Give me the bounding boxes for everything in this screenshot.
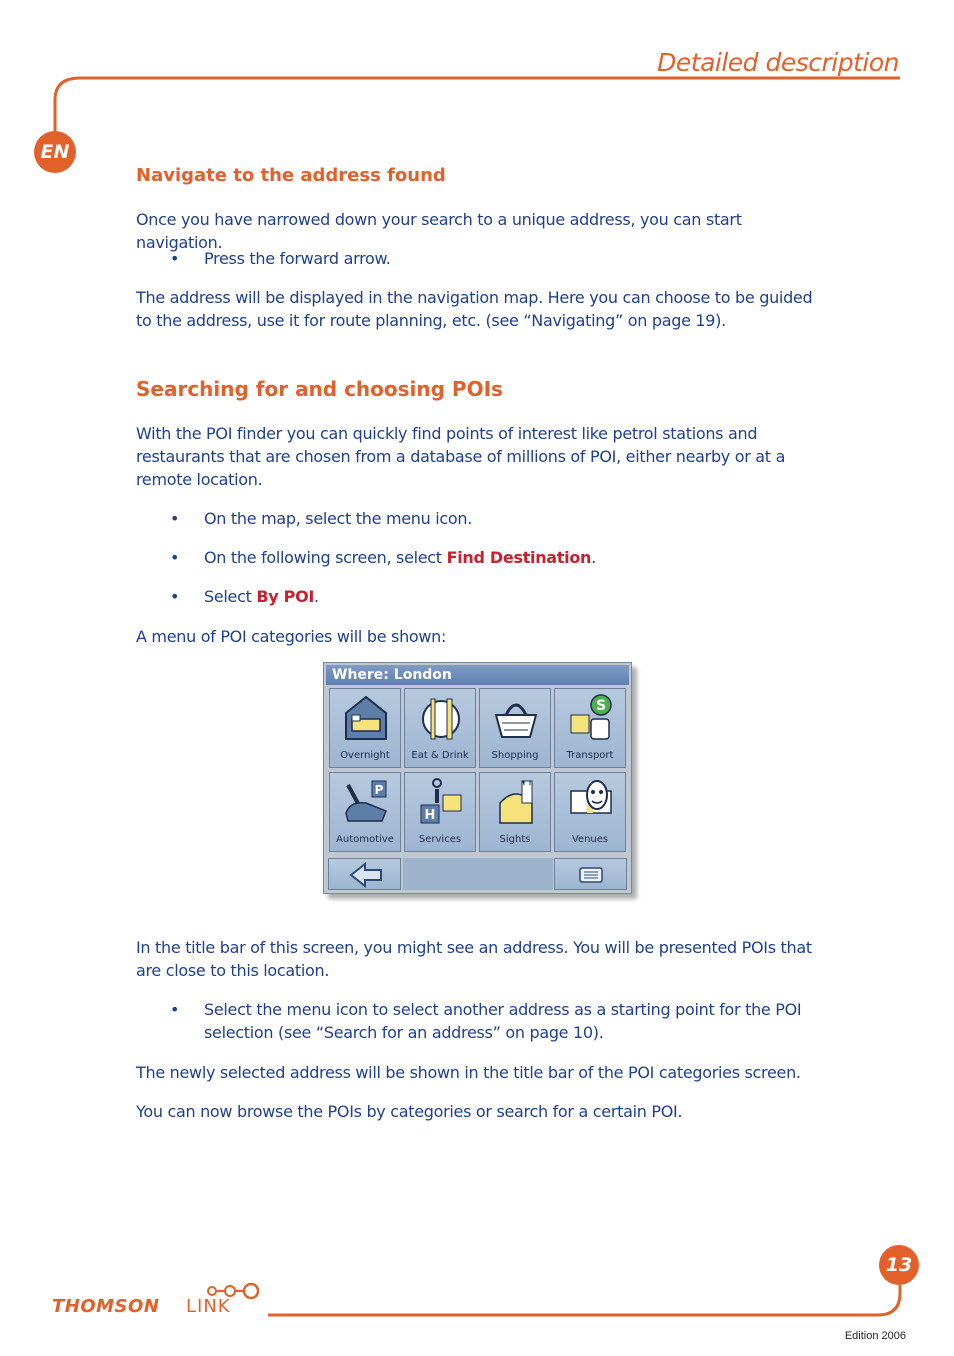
language-badge: EN [34,131,76,173]
poi-category-overnight[interactable]: Overnight [329,688,401,768]
section-heading-pois: Searching for and choosing POIs [136,377,503,401]
svg-text:P: P [374,783,384,797]
poi-category-venues[interactable]: Venues [554,772,626,852]
car-wrench-icon [342,777,390,827]
paragraph: In the title bar of this screen, you might see an address. You will be presented POIs that are close to this location. [136,938,812,980]
poi-category-transport[interactable]: S Transport [554,688,626,768]
by-poi-term: By POI [256,587,315,606]
cutlery-icon [417,693,465,743]
theatre-mask-icon [567,777,615,827]
page-number: 13 [879,1245,919,1285]
poi-categories-screen [323,662,632,894]
page-header-title: Detailed description [657,48,899,77]
section-heading-navigate: Navigate to the address found [136,165,446,186]
paragraph: Once you have narrowed down your search to a unique address, you can start navigation. [136,210,742,252]
find-destination-term: Find Destination [446,548,592,567]
toolbar-spacer [403,858,553,890]
poi-category-eat-drink[interactable]: Eat & Drink [404,688,476,768]
menu-button[interactable] [554,858,627,890]
back-button[interactable] [328,858,401,890]
brand-logo-sub: LINK [186,1296,231,1317]
paragraph: The address will be displayed in the navigation map. Here you can choose to be guided to the address, use it for route planning, etc. (see “Navigating” on page 19). [136,288,813,330]
paragraph: A menu of POI categories will be shown: [136,627,447,646]
back-arrow-icon [329,859,402,891]
poi-category-sights[interactable]: Sights [479,772,551,852]
info-hospital-icon [417,777,465,827]
basket-icon [492,693,540,743]
paragraph: The newly selected address will be shown in the title bar of the POI categories screen. [136,1063,801,1082]
svg-text:H: H [424,808,436,823]
castle-icon [492,777,540,827]
transport-icon [567,693,615,743]
paragraph: With the POI finder you can quickly find points of interest like petrol stations and restaurants that are chosen from a database of millions of POI, either nearby or at a remote location. [136,424,786,489]
screen-title-bar: Where: London [326,665,629,685]
edition-label: Edition 2006 [844,1330,906,1342]
poi-category-automotive[interactable]: P Automotive [329,772,401,852]
menu-icon [555,859,628,891]
svg-text:S: S [595,698,607,714]
brand-logo: THOMSON [52,1296,160,1317]
bed-icon [342,693,390,743]
poi-category-shopping[interactable]: Shopping [479,688,551,768]
paragraph: You can now browse the POIs by categories or search for a certain POI. [136,1102,683,1121]
poi-category-services[interactable]: H Services [404,772,476,852]
